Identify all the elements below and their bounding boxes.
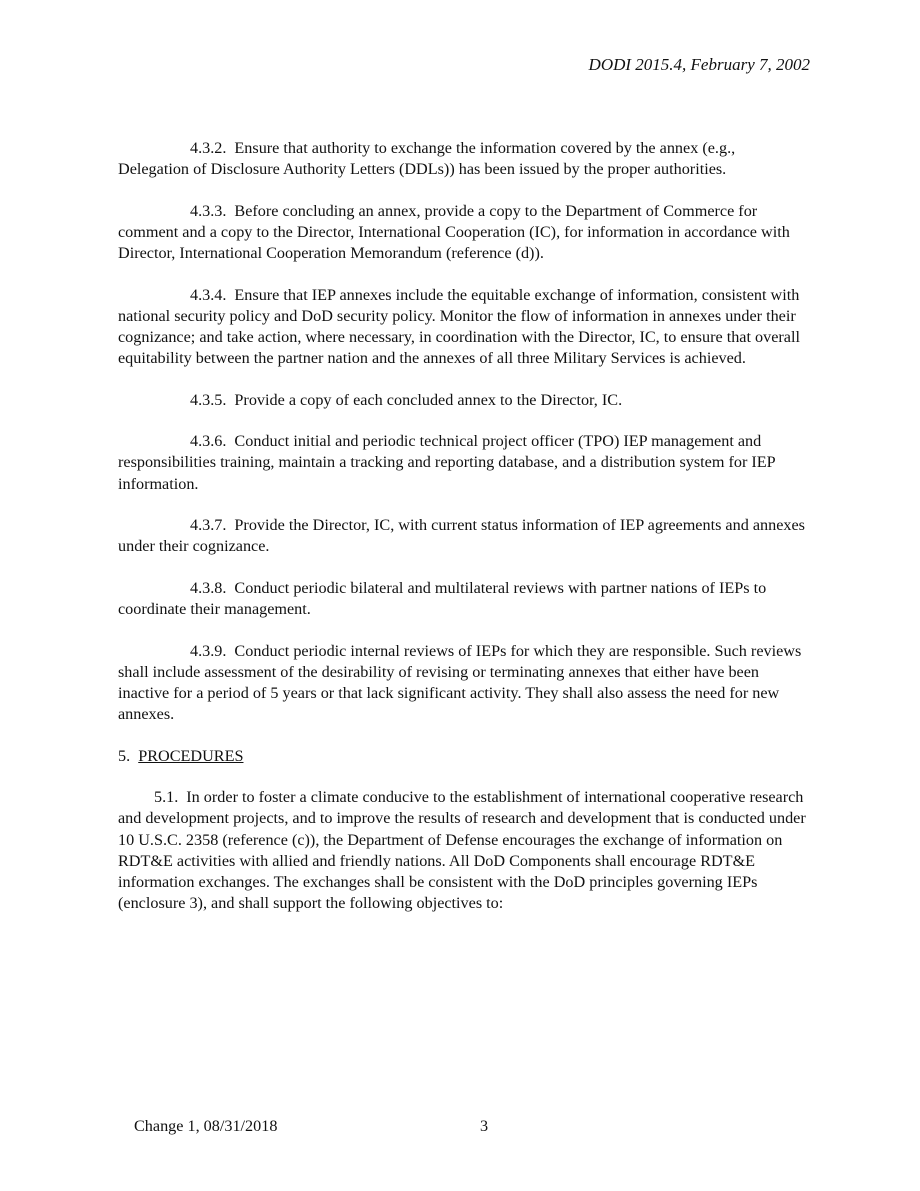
paragraph-number: 4.3.2. [190,139,227,157]
paragraph-number: 4.3.6. [190,432,227,451]
paragraph-text: Ensure that IEP annexes include the equitable exchange of information, consistent with national security policy and DoD security policy. Monitor the flow of information in annexes under their cognizance; and take action, where necessary, in coordination with the Director, IC, to ensure that overall equitability between the partner nation and the annexes of all three Military Services is achieved. [118,285,800,368]
footer-change-date: Change 1, 08/31/2018 [134,1117,278,1135]
paragraph-number: 4.3.9. [190,641,227,660]
paragraph-number: 4.3.8. [190,578,227,597]
section-title: PROCEDURES [138,746,244,765]
document-body [118,138,808,935]
paragraph-4-3-7 [118,515,808,557]
paragraph-4-3-2 [118,138,808,180]
paragraph-4-3-3 [118,201,808,265]
paragraph-4-3-9 [118,641,808,726]
paragraph-number: 4.3.5. [190,390,227,409]
paragraph-text: Provide a copy of each concluded annex to the Director, IC. [234,390,623,409]
paragraph-text: Conduct initial and periodic technical project officer (TPO) IEP management and responsibilities training, maintain a tracking and reporting database, and a distribution system for IEP information. [118,432,776,493]
paragraph-text: Conduct periodic internal reviews of IEPs for which they are responsible. Such reviews shall include assessment of the desirability of revising or terminating annexes that either have been inactive for a period of 5 years or that lack significant activity. They shall also assess the need for new annexes. [118,641,802,724]
section-heading [118,746,808,767]
paragraph-5-1 [118,787,808,914]
paragraph-text: Before concluding an annex, provide a copy to the Department of Commerce for comment and a copy to the Director, International Cooperation (IC), for information in accordance with Director, International Cooperation Memorandum (reference (d)). [118,201,790,263]
paragraph-4-3-8 [118,578,808,620]
paragraph-text: Ensure that authority to exchange the information covered by the annex (e.g., Delegation of Disclosure Authority Letters (DDLs)) has been issued by the proper authorities. [118,139,736,179]
paragraph-4-3-4 [118,285,808,370]
page-number: 3 [480,1117,489,1135]
paragraph-number: 4.3.7. [190,516,227,535]
paragraph-number: 4.3.4. [190,285,227,304]
paragraph-number: 4.3.3. [190,201,227,220]
paragraph-text: Conduct periodic bilateral and multilateral reviews with partner nations of IEPs to coordinate their management. [118,578,767,619]
paragraph-text: Provide the Director, IC, with current status information of IEP agreements and annexes under their cognizance. [118,516,805,556]
paragraph-number: 5.1. [154,788,179,807]
running-header: DODI 2015.4, February 7, 2002 [588,55,810,74]
section-number: 5. [118,746,131,765]
paragraph-text: In order to foster a climate conducive to the establishment of international cooperative research and development projects, and to improve the results of research and development that is conducted under 10 U.S.C. 2358 (reference (c)), the Department of Defense encourages the exchange of information on RDT&E activities with allied and friendly nations. All DoD Components shall encourage RDT&E information exchanges. The exchanges shall be consistent with the DoD principles governing IEPs (enclosure 3), and shall support the following objectives to: [118,788,806,913]
paragraph-4-3-6 [118,431,808,495]
paragraph-4-3-5 [118,390,808,411]
